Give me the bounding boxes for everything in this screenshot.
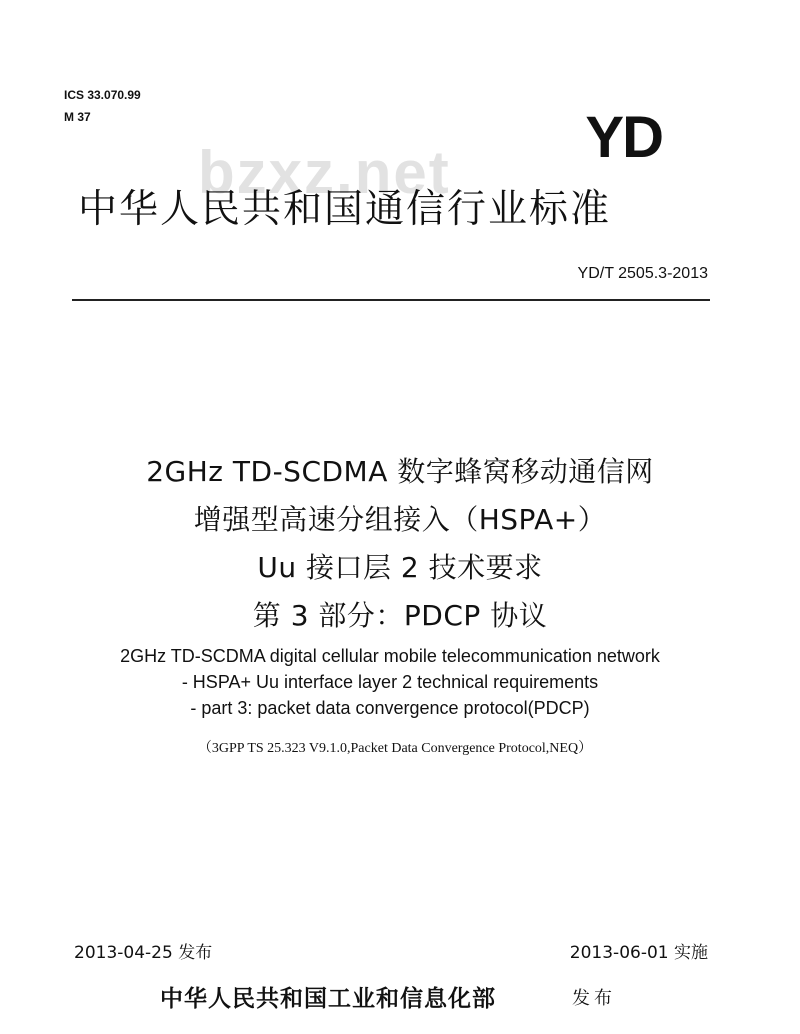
ics-code: ICS 33.070.99 <box>64 88 141 102</box>
yd-logo: YD <box>585 105 662 170</box>
ccs-code: M 37 <box>64 110 91 124</box>
issue-label: 发布 <box>572 988 616 1009</box>
title-cn-line-3: Uu 接口层 2 技术要求 <box>257 551 543 584</box>
implement-date: 2013-06-01 实施 <box>569 943 708 963</box>
header-divider <box>72 299 710 301</box>
publish-date: 2013-04-25 发布 <box>74 943 213 963</box>
reference-standard: （3GPP TS 25.323 V9.1.0,Packet Data Convergence Protocol,NEQ） <box>197 741 593 756</box>
issuing-authority: 中华人民共和国工业和信息化部 <box>160 986 496 1012</box>
watermark: bzxz.net <box>198 139 451 206</box>
title-en-line-2: - HSPA+ Uu interface layer 2 technical requirements <box>181 672 599 692</box>
standard-number: YD/T 2505.3-2013 <box>577 265 708 282</box>
title-cn-line-4: 第 3 部分：PDCP 协议 <box>252 599 548 632</box>
organization-title: 中华人民共和国通信行业标准 <box>78 187 612 232</box>
title-en-line-1: 2GHz TD-SCDMA digital cellular mobile telecommunication network <box>120 646 660 666</box>
classification-codes <box>64 84 141 128</box>
title-cn-line-2: 增强型高速分组接入（HSPA+） <box>193 503 607 536</box>
title-cn-line-1: 2GHz TD-SCDMA 数字蜂窝移动通信网 <box>146 455 654 488</box>
title-en-line-3: - part 3: packet data convergence protocol(PDCP) <box>190 698 590 718</box>
